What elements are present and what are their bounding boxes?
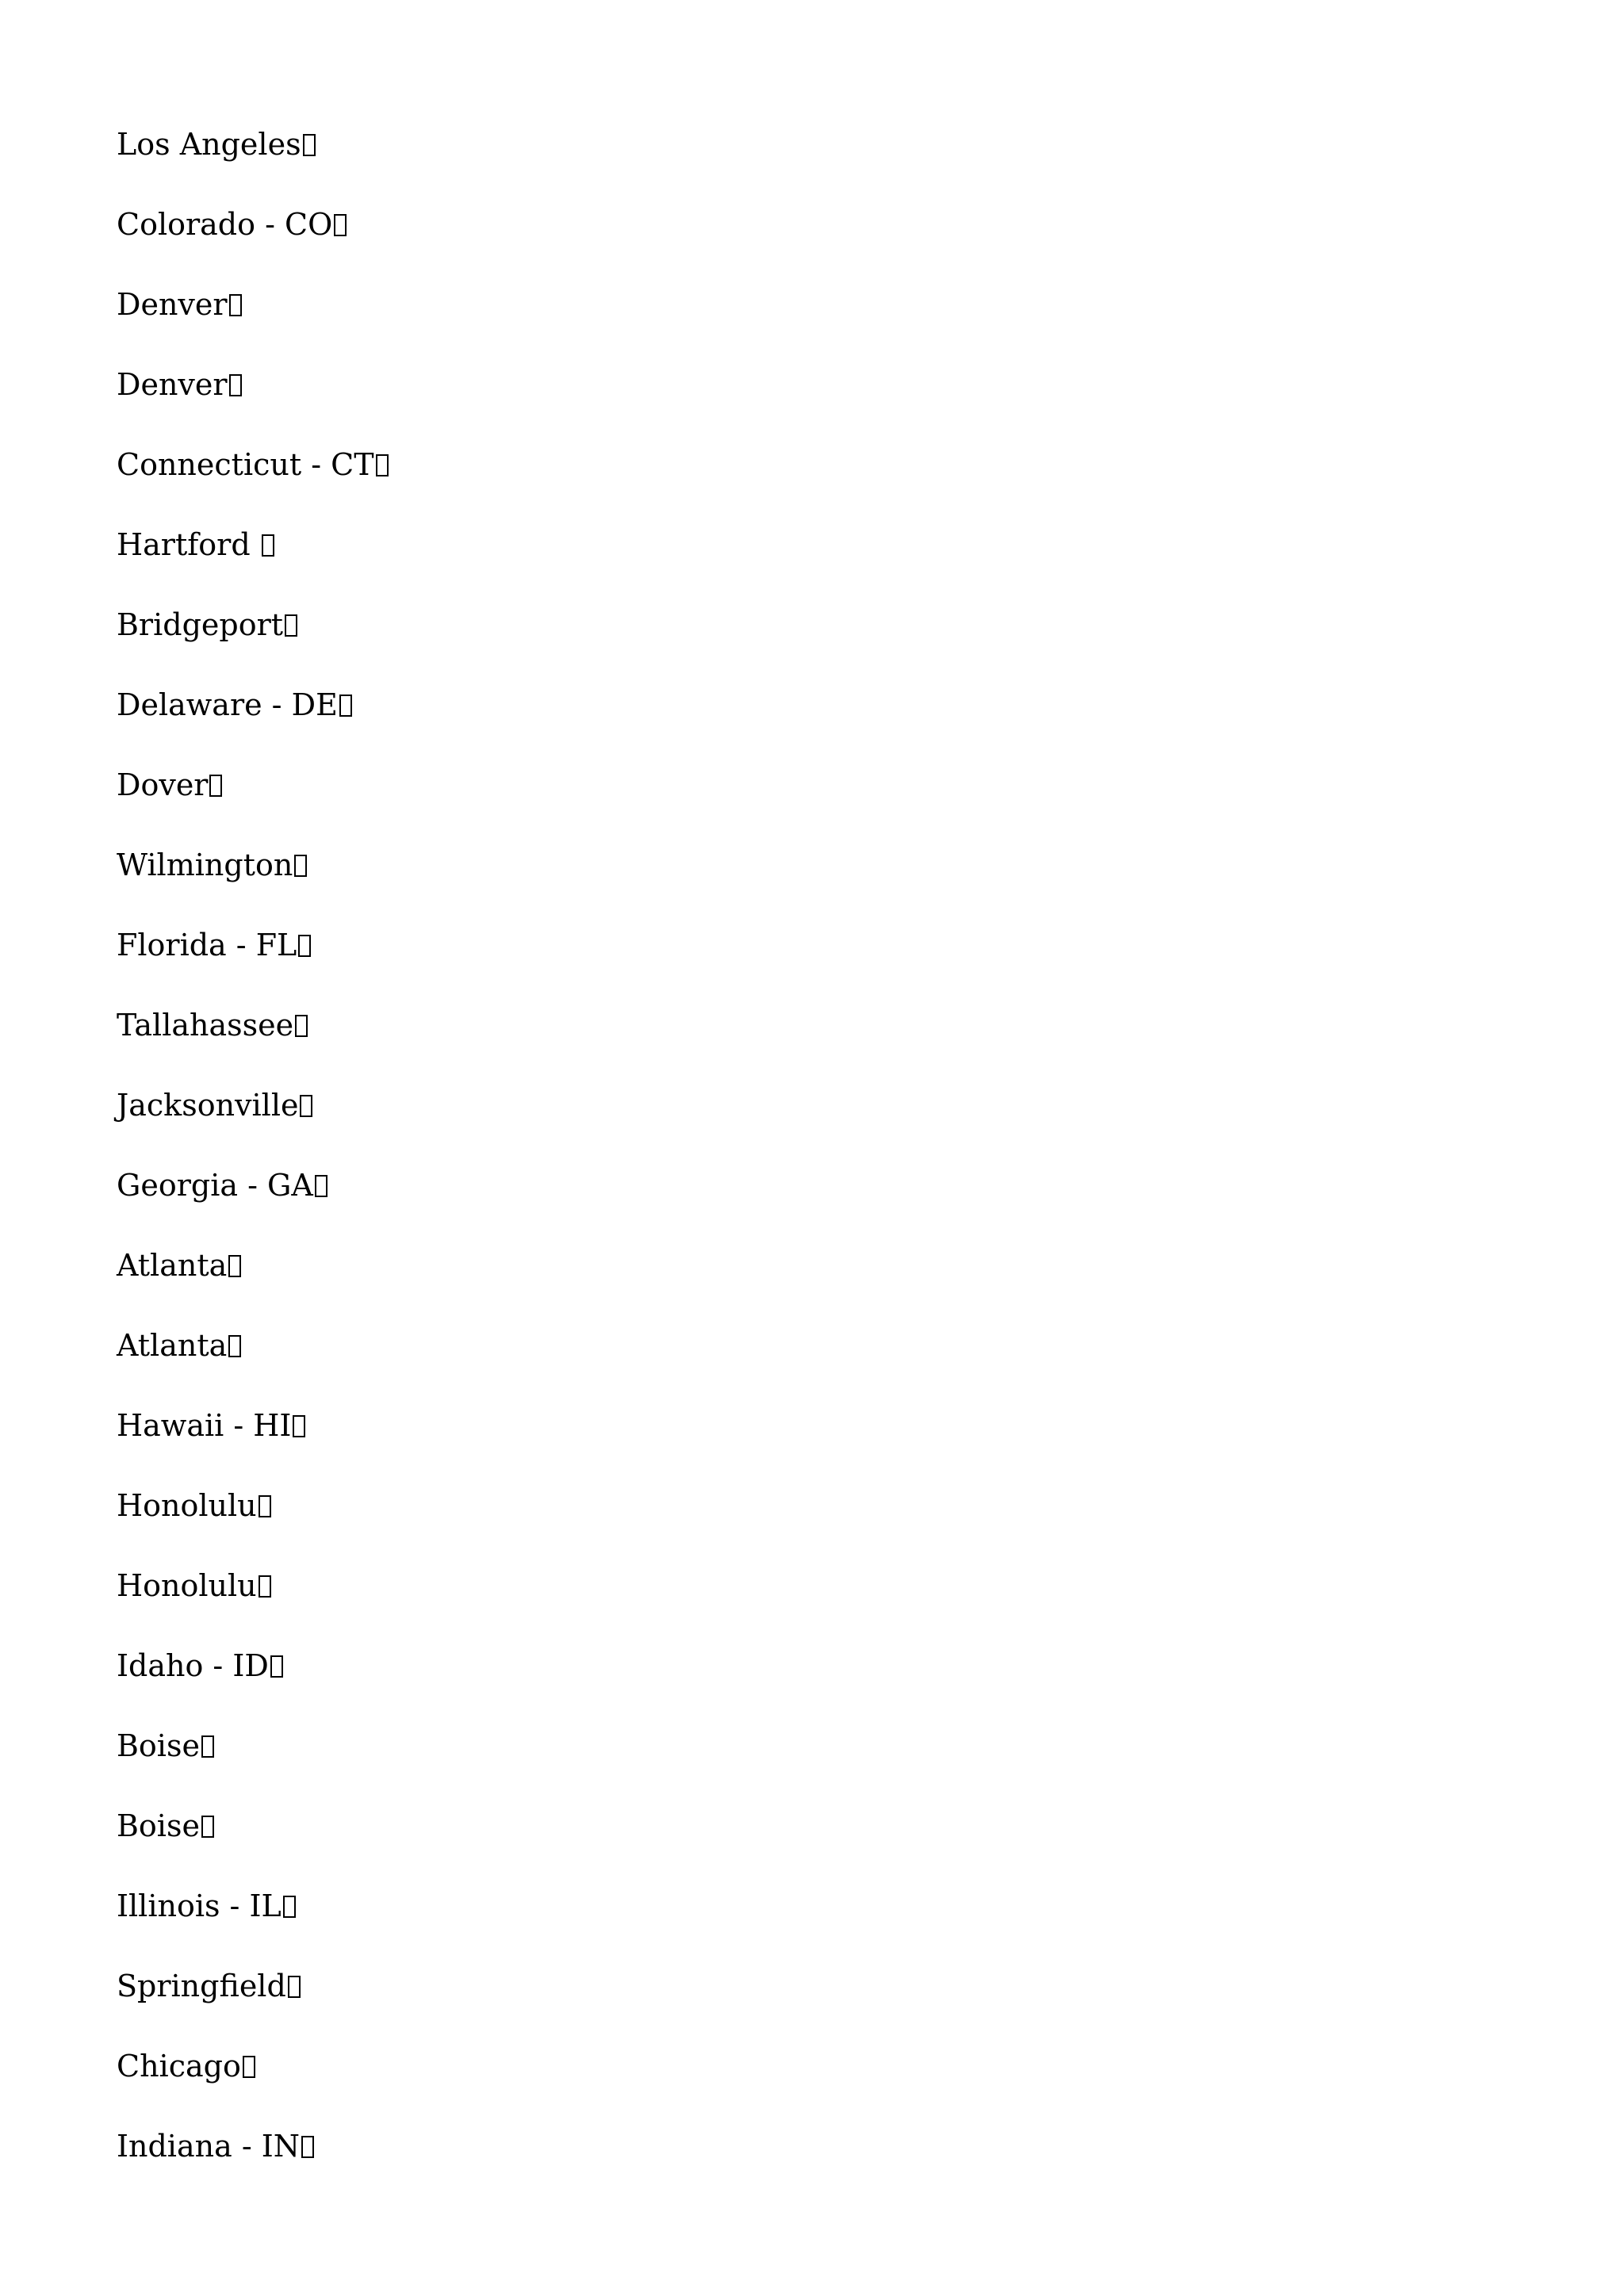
missing-glyph-icon [209,775,222,797]
list-item-text: Hawaii - HI [117,1408,292,1443]
location-list [117,121,389,2202]
missing-glyph-icon [300,1095,312,1117]
list-item [117,1562,389,1642]
list-item-text: Boise [117,1728,200,1763]
missing-glyph-icon [201,1735,214,1758]
list-item-text: Denver [117,367,228,402]
missing-glyph-icon [301,2136,314,2158]
missing-glyph-icon [243,2056,255,2078]
list-item [117,281,389,361]
missing-glyph-icon [229,294,242,316]
list-item [117,2042,389,2122]
list-item [117,361,389,441]
missing-glyph-icon [288,1976,301,1998]
list-item-text: Atlanta [117,1328,228,1363]
missing-glyph-icon [262,534,274,557]
missing-glyph-icon [295,1015,308,1037]
missing-glyph-icon [229,374,242,396]
list-item [117,201,389,281]
list-item-text: Tallahassee [117,1008,294,1043]
missing-glyph-icon [334,214,347,236]
list-item-text: Honolulu [117,1488,257,1523]
missing-glyph-icon [259,1575,271,1598]
list-item [117,1001,389,1081]
missing-glyph-icon [285,614,297,637]
list-item-text: Los Angeles [117,127,301,162]
missing-glyph-icon [259,1495,271,1517]
list-item-text: Delaware - DE [117,687,338,722]
missing-glyph-icon [315,1175,327,1197]
missing-glyph-icon [283,1896,296,1918]
list-item-text: Denver [117,287,228,322]
missing-glyph-icon [228,1335,241,1357]
list-item [117,1642,389,1722]
list-item [117,1402,389,1482]
list-item-text: Hartford [117,527,260,562]
list-item-text: Chicago [117,2049,241,2084]
list-item-text: Indiana - IN [117,2129,301,2164]
list-item-text: Colorado - CO [117,207,333,242]
list-item-text: Jacksonville [117,1088,299,1123]
list-item-text: Dover [117,767,209,802]
list-item [117,1322,389,1402]
list-item-text: Boise [117,1808,200,1843]
list-item-text: Georgia - GA [117,1168,313,1203]
missing-glyph-icon [270,1655,283,1678]
list-item [117,521,389,601]
list-item-text: Honolulu [117,1568,257,1603]
missing-glyph-icon [228,1255,241,1277]
list-item [117,2122,389,2202]
list-item-text: Connecticut - CT [117,447,374,482]
list-item-text: Illinois - IL [117,1888,282,1923]
list-item [117,441,389,521]
missing-glyph-icon [293,1415,305,1437]
missing-glyph-icon [376,454,389,476]
list-item-text: Springfield [117,1969,286,2003]
list-item [117,1242,389,1322]
list-item [117,841,389,921]
list-item [117,1882,389,1962]
list-item [117,1482,389,1562]
list-item [117,761,389,841]
list-item [117,921,389,1001]
list-item-text: Bridgeport [117,607,284,642]
list-item-text: Florida - FL [117,928,297,962]
missing-glyph-icon [201,1816,214,1838]
list-item [117,681,389,761]
missing-glyph-icon [298,935,311,957]
list-item [117,1802,389,1882]
missing-glyph-icon [339,695,352,717]
list-item [117,1081,389,1161]
list-item [117,1722,389,1802]
missing-glyph-icon [294,855,307,877]
list-item-text: Idaho - ID [117,1648,269,1683]
list-item [117,121,389,201]
list-item [117,1962,389,2042]
missing-glyph-icon [303,134,316,156]
list-item-text: Atlanta [117,1248,228,1283]
list-item [117,601,389,681]
list-item-text: Wilmington [117,848,293,882]
list-item [117,1161,389,1242]
